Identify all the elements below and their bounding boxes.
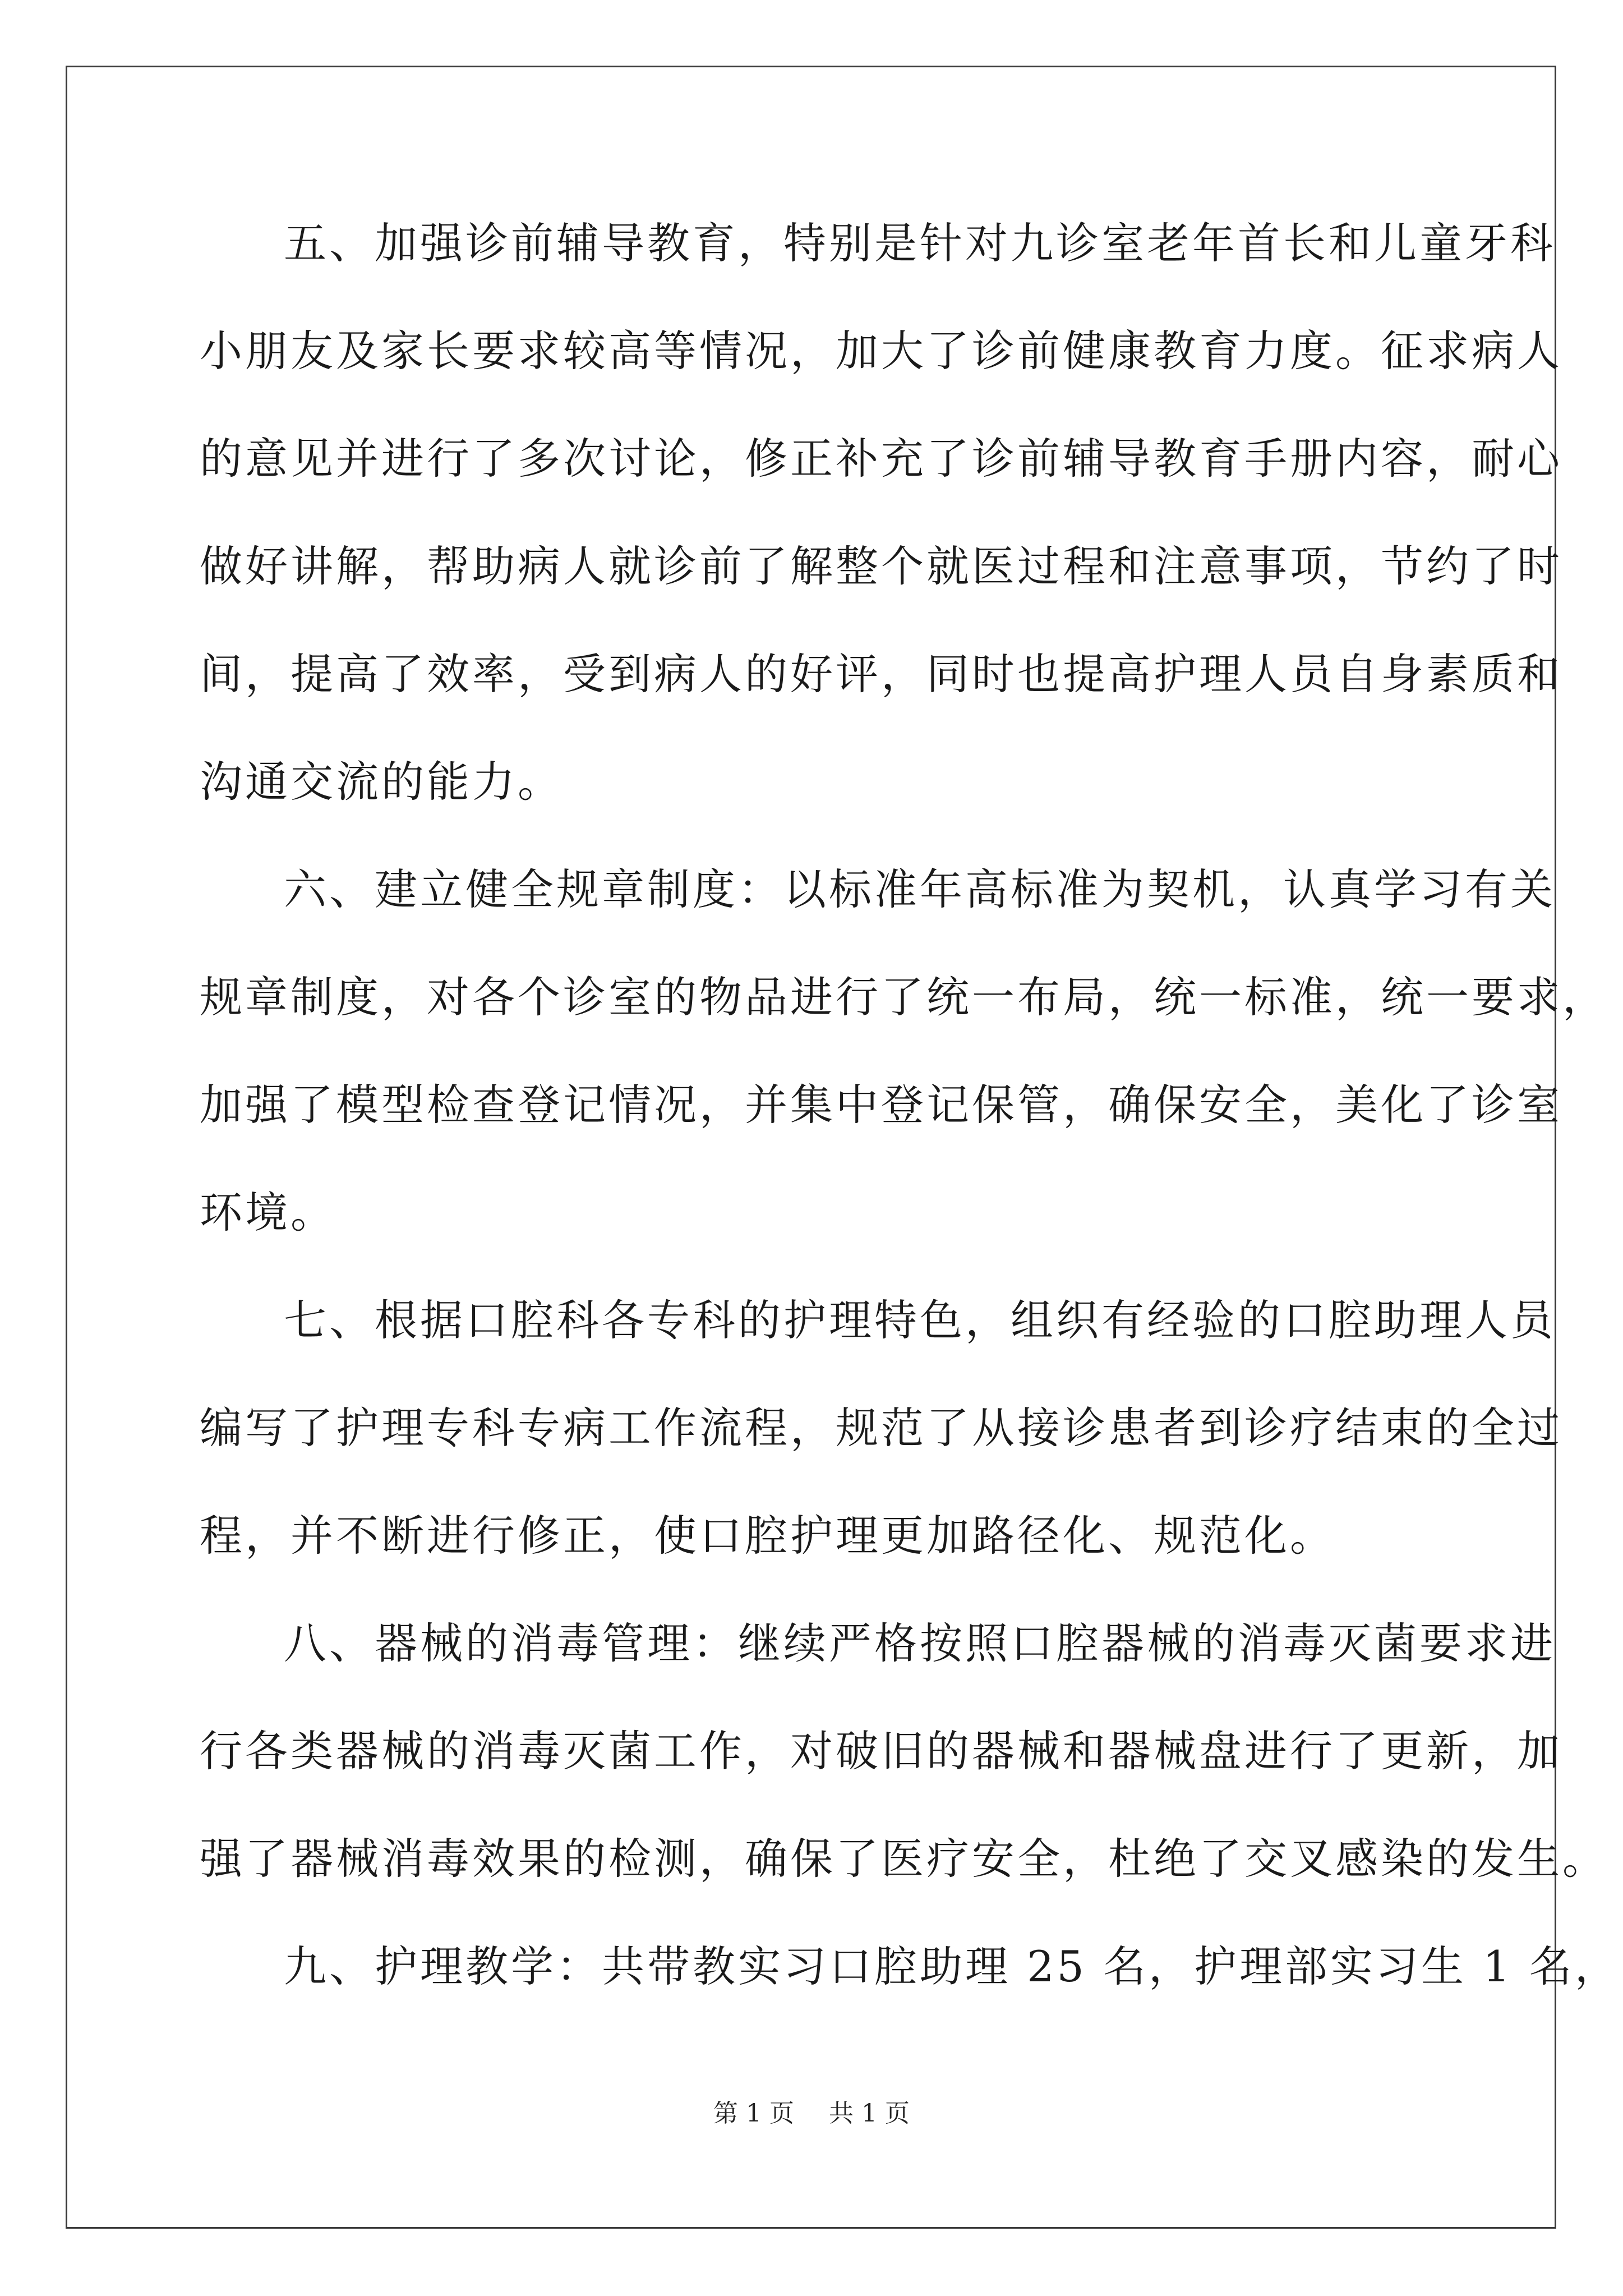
paragraph-5 (200, 213, 1562, 859)
text-line: 做好讲解，帮助病人就诊前了解整个就医过程和注意事项，节约了时 (200, 541, 1562, 591)
text-line: 程，并不断进行修正，使口腔护理更加路径化、规范化。 (200, 1511, 1335, 1561)
page-number: 第 1 页 (713, 2099, 794, 2128)
text-line: 编写了护理专科专病工作流程，规范了从接诊患者到诊疗结束的全过 (200, 1403, 1562, 1453)
text-line: 九、护理教学：共带教实习口腔助理 25 名，护理部实习生 1 名， (284, 1941, 1620, 1991)
page-footer (0, 2097, 1623, 2131)
text-line: 的意见并进行了多次讨论，修正补充了诊前辅导教育手册内容，耐心 (200, 434, 1562, 484)
text-line: 八、器械的消毒管理：继续严格按照口腔器械的消毒灭菌要求进 (284, 1618, 1556, 1668)
text-line: 环境。 (200, 1188, 336, 1237)
document-body (200, 213, 1620, 2044)
text-line: 五、加强诊前辅导教育，特别是针对九诊室老年首长和儿童牙科 (284, 218, 1556, 268)
paragraph-9 (200, 1936, 1620, 2044)
text-line: 行各类器械的消毒灭菌工作，对破旧的器械和器械盘进行了更新，加 (200, 1726, 1562, 1776)
text-line: 小朋友及家长要求较高等情况，加大了诊前健康教育力度。征求病人 (200, 326, 1562, 376)
text-line: 强了器械消毒效果的检测，确保了医疗安全，杜绝了交叉感染的发生。 (200, 1834, 1608, 1884)
page-total: 共 1 页 (829, 2099, 910, 2128)
text-line: 间，提高了效率，受到病人的好评，同时也提高护理人员自身素质和 (200, 649, 1562, 699)
paragraph-7 (200, 1290, 1562, 1613)
text-line: 六、建立健全规章制度：以标准年高标准为契机，认真学习有关 (284, 864, 1556, 914)
paragraph-6 (200, 859, 1608, 1290)
text-line: 规章制度，对各个诊室的物品进行了统一布局，统一标准，统一要求， (200, 972, 1608, 1022)
text-line: 加强了模型检查登记情况，并集中登记保管，确保安全，美化了诊室 (200, 1080, 1562, 1130)
text-line: 七、根据口腔科各专科的护理特色，组织有经验的口腔助理人员 (284, 1295, 1556, 1345)
paragraph-8 (200, 1613, 1608, 1936)
text-line: 沟通交流的能力。 (200, 757, 563, 807)
